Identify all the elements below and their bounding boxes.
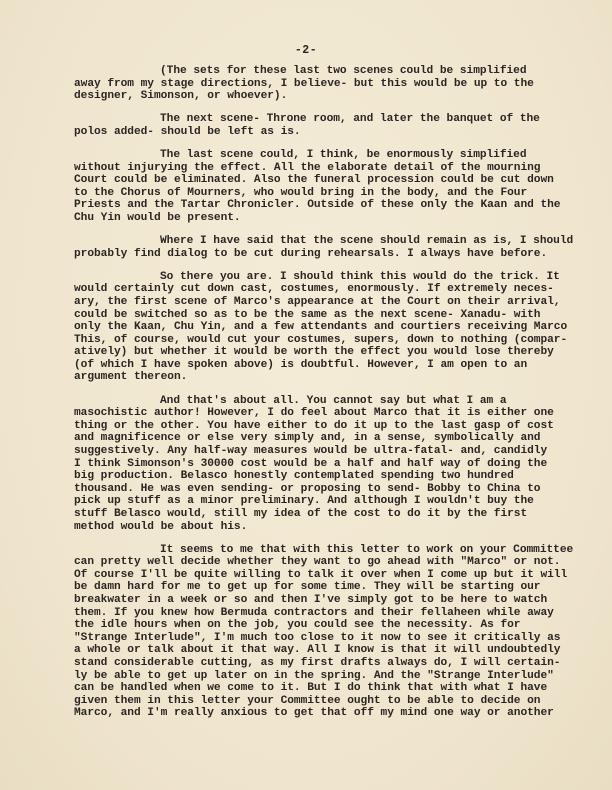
text-line: argument thereon.: [74, 371, 188, 384]
letter-body: [74, 65, 594, 730]
text-line: stand considerable cutting, as my first drafts always do, I will certain-: [74, 656, 561, 669]
text-line: probably find dialog to be cut during rehearsals. I always have before.: [74, 247, 548, 260]
text-line: be damn hard for me to get up for some time. They will be starting our: [74, 581, 541, 594]
text-line: away from my stage directions, I believe- but this would be up to the: [74, 77, 534, 90]
text-line: Priests and the Tartar Chronicler. Outside of these only the Kaan and the: [74, 199, 561, 212]
text-line: and magnificence or else very simply and, in a sense, symbolically and: [74, 432, 541, 445]
page-number: -2-: [294, 44, 318, 57]
text-line: Where I have said that the scene should remain as is, I should: [160, 235, 574, 248]
paragraph: [74, 113, 594, 138]
text-line: big production. Belasco honestly contemplated spending two hundred: [74, 470, 514, 483]
text-line: (of which I have spoken above) is doubtful. However, I am open to an: [74, 358, 528, 371]
text-line: So there you are. I should think this would do the trick. It: [160, 270, 560, 283]
text-line: without injurying the effect. All the elaborate detail of the mourning: [74, 161, 541, 174]
text-line: polos added- should be left as is.: [74, 125, 301, 138]
text-line: them. If you knew how Bermuda contractors and their fellaheen while away: [74, 606, 554, 619]
text-line: can pretty well decide whether they want to go ahead with "Marco" or not.: [74, 556, 561, 569]
text-line: a whole or talk about it that way. All I know is that it will undoubtedly: [74, 644, 561, 657]
text-line: This, of course, would cut your costumes, supers, down to nothing (compar-: [74, 333, 568, 346]
text-line: breakwater in a week or so and then I've simply got to be here to watch: [74, 593, 548, 606]
text-line: the idle hours when on the job, you could see the necessity. As for: [74, 619, 521, 632]
text-line: The next scene- Throne room, and later the banquet of the: [160, 113, 540, 126]
text-line: to the Chorus of Mourners, who would bring in the body, and the Four: [74, 186, 528, 199]
text-line: Court could be eliminated. Also the funeral procession could be cut down: [74, 174, 554, 187]
paragraph: [74, 395, 594, 534]
text-line: pick up stuff as a minor preliminary. And although I wouldn't buy the: [74, 495, 534, 508]
text-line: method would be about his.: [74, 520, 248, 533]
text-line: atively) but whether it would be worth the effect you would lose thereby: [74, 346, 554, 359]
text-line: suggestively. Any half-way measures would be ultra-fatal- and, candidly: [74, 444, 548, 457]
text-line: "Strange Interlude", I'm much too close to it now to see it critically as: [74, 631, 561, 644]
text-line: Chu Yin would be present.: [74, 211, 241, 224]
text-line: masochistic author! However, I do feel about Marco that it is either one: [74, 407, 554, 420]
text-line: only the Kaan, Chu Yin, and a few attendants and courtiers receiving Marco: [74, 321, 568, 334]
text-line: thousand. He was even sending- or proposing to send- Bobby to China to: [74, 482, 541, 495]
text-line: could be switched so as to be the same as the next scene- Xanadu- with: [74, 308, 541, 321]
text-line: stuff Belasco would, still my idea of the cost to do it by the first: [74, 507, 528, 520]
text-line: thing or the other. You have either to do it up to the last gasp of cost: [74, 419, 554, 432]
text-line: can be handled when we come to it. But I do think that with what I have: [74, 682, 548, 695]
text-line: designer, Simonson, or whoever).: [74, 90, 288, 103]
paragraph: [74, 149, 594, 225]
text-line: ary, the first scene of Marco's appearance at the Court on their arrival,: [74, 295, 561, 308]
text-line: And that's about all. You cannot say but what I am a: [160, 394, 507, 407]
paragraph: [74, 235, 594, 260]
text-line: Marco, and I'm really anxious to get that off my mind one way or another: [74, 707, 554, 720]
text-line: would certainly cut down cast, costumes, enormously. If extremely neces-: [74, 283, 554, 296]
text-line: (The sets for these last two scenes could be simplified: [160, 65, 527, 77]
text-line: Of course I'll be quite willing to talk it over when I come up but it will: [74, 568, 568, 581]
text-line: ly be able to get up later on in the spring. And the "Strange Interlude": [74, 669, 554, 682]
text-line: The last scene could, I think, be enormously simplified: [160, 148, 527, 161]
text-line: It seems to me that with this letter to work on your Committee: [160, 543, 574, 556]
paragraph: [74, 65, 594, 103]
text-line: I think Simonson's 30000 cost would be a half and half way of doing the: [74, 457, 548, 470]
paragraph: [74, 544, 594, 720]
paragraph: [74, 271, 594, 384]
text-line: given them in this letter your Committee ought to be able to decide on: [74, 694, 541, 707]
